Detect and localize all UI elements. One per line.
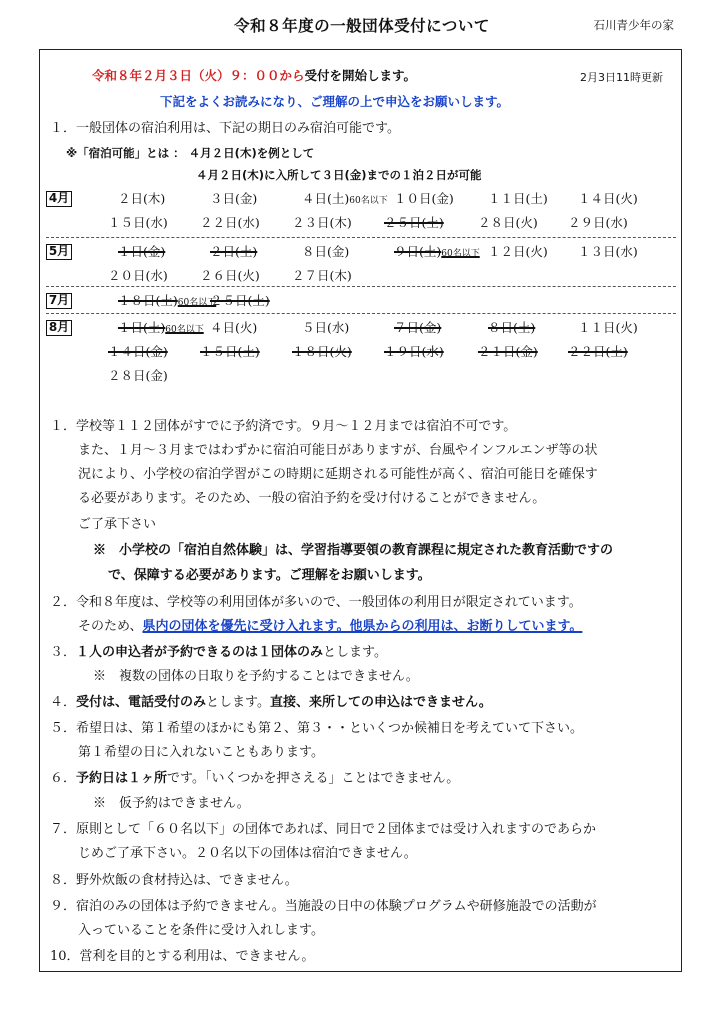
date-unavailable: ２１日(金) — [478, 344, 538, 359]
note-3-line: ３．１人の申込者が予約できるのは１団体のみとします。 — [50, 645, 387, 660]
intro-line-2: ※「宿泊可能」とは ： ４月２日(木)を例として — [66, 146, 315, 160]
date-available: ２日(木) — [118, 191, 166, 206]
date-available: ２０日(水) — [108, 268, 168, 283]
date-available: ３日(金) — [210, 191, 258, 206]
date-available: ５日(水) — [302, 320, 350, 335]
month-divider — [46, 237, 676, 238]
date-unavailable: １４日(金) — [108, 344, 168, 359]
note-1-line-5: ご了承下さい — [78, 517, 157, 532]
note-1-line-1: １．学校等１１２団体がすでに予約済です。９月～１２月までは宿泊不可です。 — [50, 419, 517, 434]
note-2-prefix: そのため、 — [78, 619, 143, 634]
date-unavailable: ７日(金) — [394, 320, 442, 335]
out-of-prefecture-notice: 県内の団体を優先に受け入れます。他県からの利用は、お断りしています。 — [142, 619, 583, 634]
date-available: ２９日(水) — [568, 215, 628, 230]
open-notice — [92, 70, 416, 83]
one-group-rule: １人の申込者が予約できるのは１団体のみ — [76, 645, 324, 660]
note-6-sub: ※ 仮予約はできません。 — [93, 796, 250, 811]
date-unavailable: ８日(土) — [488, 320, 536, 335]
date-unavailable: ２５日(土) — [384, 215, 444, 230]
note-7-line-2: じめご了承下さい。２０名以下の団体は宿泊できません。 — [78, 846, 417, 861]
phone-only-rule: 受付は、電話受付のみ — [76, 695, 207, 710]
month-divider — [46, 313, 676, 314]
organization-name: 石川青少年の家 — [593, 18, 674, 32]
date-unavailable: １日(土)60名以下 — [118, 320, 204, 335]
date-unavailable: １９日(水) — [384, 344, 444, 359]
intro-line-3: ４月２日(木)に入所して３日(金)までの１泊２日が可能 — [196, 168, 482, 182]
capacity-note: 60名以下 — [177, 298, 217, 308]
open-text: 受付を開始します。 — [304, 68, 417, 83]
date-available: １５日(水) — [108, 215, 168, 230]
date-unavailable: １日(金) — [118, 244, 166, 259]
note-2-line-1: ２．令和８年度は、学校等の利用団体が多いので、一般団体の利用日が限定されています。 — [50, 595, 582, 610]
intro-line-1: １．一般団体の宿泊利用は、下記の期日のみ宿泊可能です。 — [50, 121, 400, 136]
capacity-note: 60名以下 — [165, 325, 204, 335]
month-label: 4月 — [46, 191, 72, 207]
month-label: 5月 — [46, 244, 72, 260]
date-available: ２８日(金) — [108, 368, 168, 383]
capacity-note: 60名以下 — [441, 249, 480, 259]
month-label: 7月 — [46, 293, 72, 309]
note-1-bold-2: で、保障する必要があります。ご理解をお願いします。 — [108, 568, 431, 583]
note-3-sub: ※ 複数の団体の日取りを予約することはできません。 — [93, 669, 419, 684]
open-date: 令和８年２月３日（火）９：００から — [92, 68, 305, 83]
date-available: ２２日(水) — [200, 215, 260, 230]
note-1-line-3: 況により、小学校の宿泊学習がこの時期に延期される可能性が高く、宿泊可能日を確保す — [78, 467, 598, 482]
date-unavailable: ９日(土)60名以下 — [394, 244, 480, 259]
date-available: １１日(土) — [488, 191, 548, 206]
note-1-line-2: また、１月～３月まではわずかに宿泊可能日がありますが、台風やインフルエンザ等の状 — [78, 443, 598, 458]
note-5-line-2: 第１希望の日に入れないこともあります。 — [78, 745, 324, 760]
date-available: １１日(火) — [578, 320, 638, 335]
date-available: １４日(火) — [578, 191, 638, 206]
note-2-line-2 — [78, 620, 582, 633]
date-available: １０日(金) — [394, 191, 454, 206]
date-unavailable: １８日(火) — [292, 344, 352, 359]
note-8-line: ８．野外炊飯の食材持込は、できません。 — [50, 873, 298, 888]
month-divider — [46, 286, 676, 287]
date-unavailable: ２２日(土) — [568, 344, 628, 359]
note-1-bold-1: ※ 小学校の「宿泊自然体験」は、学習指導要領の教育課程に規定された教育活動ですの — [93, 543, 614, 558]
updated-stamp: 2月3日11時更新 — [580, 71, 663, 84]
no-visit-rule: 直接、来所しての申込はできません。 — [270, 695, 492, 710]
date-available: ２３日(木) — [292, 215, 352, 230]
note-4-line: ４．受付は、電話受付のみとします。直接、来所しての申込はできません。 — [50, 695, 492, 710]
date-available: ２８日(火) — [478, 215, 538, 230]
date-available: ４日(土)60名以下 — [302, 191, 388, 206]
date-available: ８日(金) — [302, 244, 350, 259]
note-9-line-1: ９．宿泊のみの団体は予約できません。当施設の日中の体験プログラムや研修施設での活動が — [50, 899, 597, 914]
note-10-line: 10．営利を目的とする利用は、できません。 — [50, 949, 315, 964]
date-available: ２６日(火) — [200, 268, 260, 283]
note-5-line-1: ５．希望日は、第１希望のほかにも第２、第３・・といくつか候補日を考えていて下さい。 — [50, 721, 584, 736]
request-line: 下記をよくお読みになり、ご理解の上で申込をお願いします。 — [160, 94, 510, 109]
capacity-note: 60名以下 — [349, 196, 388, 206]
date-available: １３日(水) — [578, 244, 638, 259]
date-available: ２７日(木) — [292, 268, 352, 283]
note-1-line-4: る必要があります。そのため、一般の宿泊予約を受け付けることができません。 — [78, 491, 546, 506]
date-available: ４日(火) — [210, 320, 258, 335]
note-7-line-1: ７．原則として「６０名以下」の団体であれば、同日で２団体までは受け入れますのであらか — [50, 822, 597, 837]
page-title: 令和８年度の一般団体受付について — [234, 17, 490, 35]
date-available: １２日(火) — [488, 244, 548, 259]
date-unavailable: ２５日(土) — [210, 293, 270, 308]
note-9-line-2: 入っていることを条件に受け入れします。 — [78, 923, 324, 938]
date-unavailable: １８日(土)60名以下 — [118, 293, 217, 308]
date-unavailable: １５日(土) — [200, 344, 260, 359]
date-unavailable: ２日(土) — [210, 244, 258, 259]
month-label: 8月 — [46, 320, 72, 336]
note-6-line: ６．予約日は１ヶ所です。「いくつかを押さえる」ことはできません。 — [50, 771, 460, 786]
single-date-rule: 予約日は１ヶ所 — [76, 771, 168, 786]
